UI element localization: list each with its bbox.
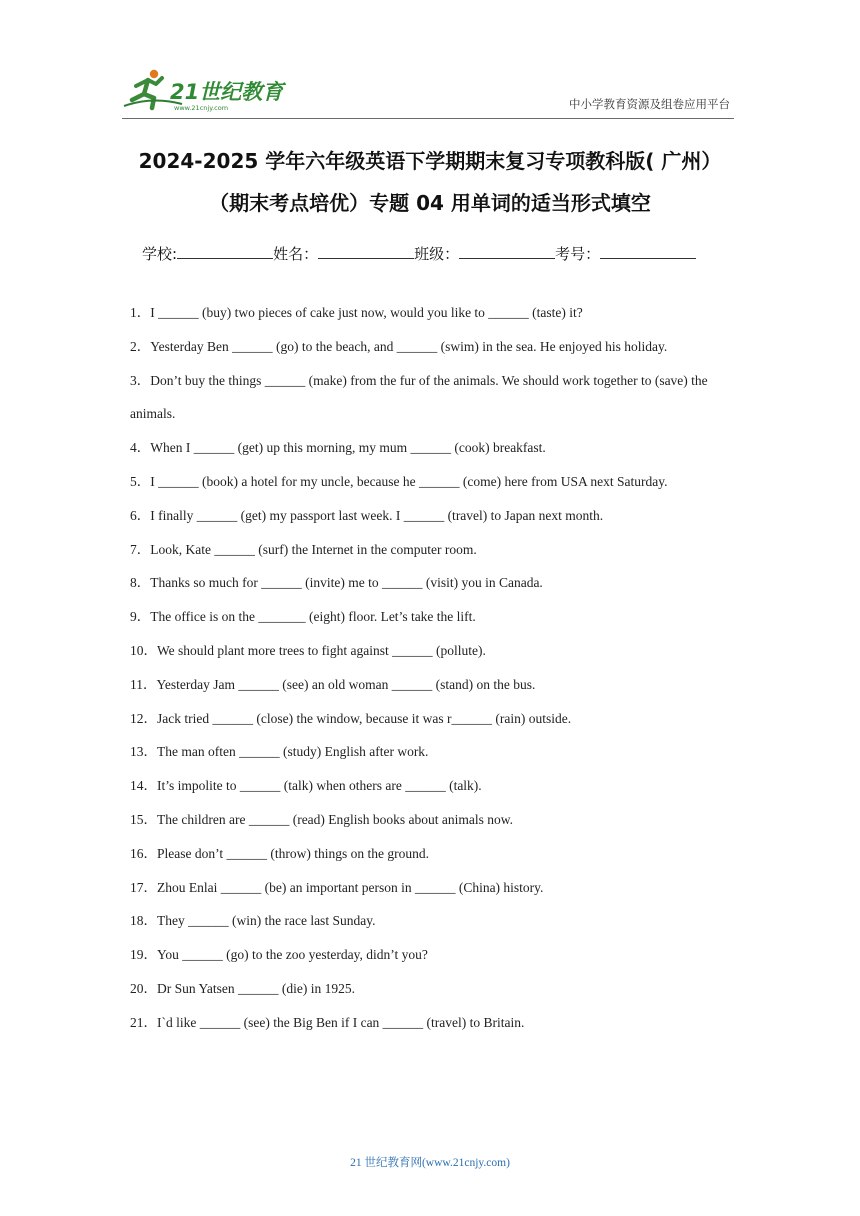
question-item: 9．The office is on the _______ (eight) floor. Let’s take the lift. <box>130 609 476 625</box>
question-item: 21．I`d like ______ (see) the Big Ben if I can ______ (travel) to Britain. <box>130 1014 525 1030</box>
svg-text:www.21cnjy.com: www.21cnjy.com <box>174 104 229 112</box>
student-info-row <box>142 243 696 264</box>
question-item: 12．Jack tried ______ (close) the window, because it was r______ (rain) outside. <box>130 710 572 726</box>
name-blank[interactable] <box>318 244 414 259</box>
school-label: 学校: <box>142 245 178 263</box>
question-item: 20．Dr Sun Yatsen ______ (die) in 1925. <box>130 980 355 996</box>
question-item: 2．Yesterday Ben ______ (go) to the beach, and ______ (swim) in the sea. He enjoyed his holiday. <box>130 338 668 354</box>
header-divider <box>122 118 734 119</box>
question-item: 3．Don’t buy the things ______ (make) from the fur of the animals. We should work together to (save) the animals. <box>130 372 708 422</box>
name-label: 姓名： <box>273 245 319 263</box>
page-header <box>122 66 734 116</box>
question-item: 10．We should plant more trees to fight against ______ (pollute). <box>130 642 486 658</box>
question-item: 1．I ______ (buy) two pieces of cake just now, would you like to ______ (taste) it? <box>130 305 583 320</box>
exam-number-label: 考号： <box>555 245 601 263</box>
question-item: 17．Zhou Enlai ______ (be) an important person in ______ (China) history. <box>130 879 544 895</box>
class-label: 班级： <box>414 245 460 263</box>
exam-number-blank[interactable] <box>600 244 696 259</box>
document-title-line-1: 2024-2025 学年六年级英语下学期期末复习专项教科版( 广州） <box>138 149 722 173</box>
svg-text:21世纪教育: 21世纪教育 <box>170 80 284 104</box>
question-item: 14．It’s impolite to ______ (talk) when others are ______ (talk). <box>130 778 482 794</box>
document-title-line-2: （期末考点培优）专题 04 用单词的适当形式填空 <box>209 191 651 215</box>
question-item: 6．I finally ______ (get) my passport last week. I ______ (travel) to Japan next month. <box>130 507 604 523</box>
question-item: 18．They ______ (win) the race last Sunday. <box>130 913 376 929</box>
question-item: 11．Yesterday Jam ______ (see) an old woman ______ (stand) on the bus. <box>130 676 536 692</box>
question-item: 7．Look, Kate ______ (surf) the Internet in the computer room. <box>130 541 477 557</box>
question-list <box>130 296 740 1040</box>
school-blank[interactable] <box>177 244 273 259</box>
question-item: 13．The man often ______ (study) English after work. <box>130 744 429 760</box>
platform-label: 中小学教育资源及组卷应用平台 <box>569 97 730 111</box>
question-item: 15．The children are ______ (read) English books about animals now. <box>130 811 514 827</box>
footer-link[interactable]: 21 世纪教育网(www.21cnjy.com) <box>350 1157 510 1169</box>
question-item: 4．When I ______ (get) up this morning, my mum ______ (cook) breakfast. <box>130 440 546 456</box>
question-item: 5．I ______ (book) a hotel for my uncle, because he ______ (come) here from USA next Saturday. <box>130 473 668 489</box>
question-item: 16．Please don’t ______ (throw) things on the ground. <box>130 845 429 861</box>
question-item: 8．Thanks so much for ______ (invite) me to ______ (visit) you in Canada. <box>130 575 543 591</box>
logo-21cnjy <box>122 66 290 114</box>
question-item: 19．You ______ (go) to the zoo yesterday, didn’t you? <box>130 947 428 963</box>
class-blank[interactable] <box>459 244 555 259</box>
